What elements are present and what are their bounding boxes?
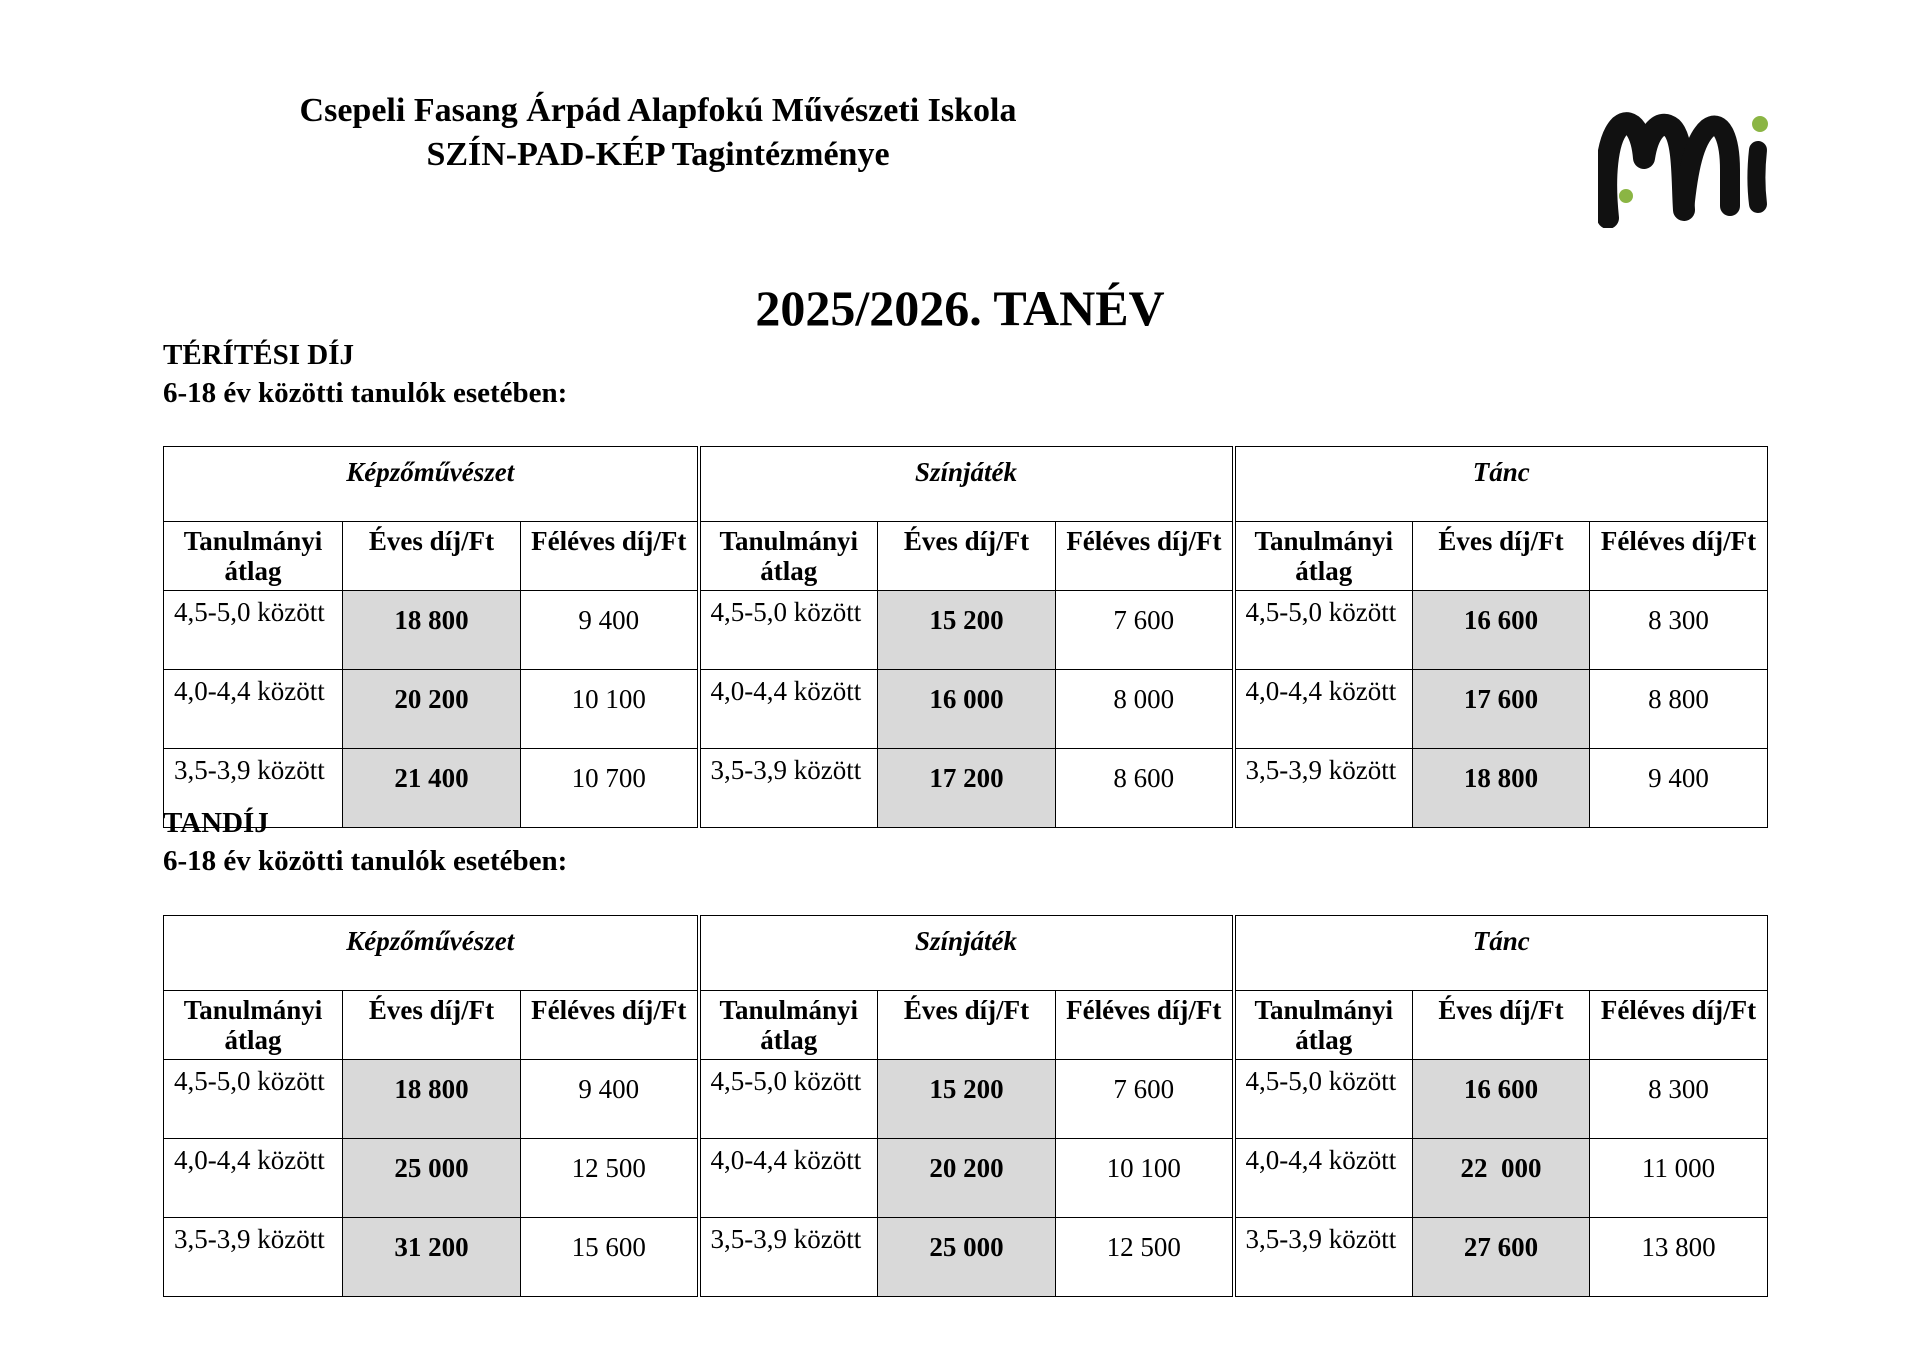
annual-fee-cell: 15 200 bbox=[878, 1060, 1056, 1139]
section-subheading-teritesi: 6-18 év közötti tanulók esetében: bbox=[163, 377, 568, 409]
table-row bbox=[164, 670, 1768, 749]
avg-range-cell: 3,5-3,9 között bbox=[1234, 1218, 1413, 1297]
avg-range-cell: 4,0-4,4 között bbox=[699, 1139, 878, 1218]
avg-range-cell: 4,5-5,0 között bbox=[164, 1060, 343, 1139]
annual-fee-cell: 17 200 bbox=[878, 749, 1056, 828]
subject-szinjatek: Színjáték bbox=[699, 447, 1234, 522]
avg-range-cell: 4,5-5,0 között bbox=[699, 1060, 878, 1139]
avg-range-cell: 4,0-4,4 között bbox=[164, 1139, 343, 1218]
col-header-half: Féléves díj/Ft bbox=[1056, 522, 1234, 591]
avg-range-cell: 4,0-4,4 között bbox=[699, 670, 878, 749]
subject-kepzomuveszet: Képzőművészet bbox=[164, 916, 699, 991]
fee-table-teritesi bbox=[163, 446, 1768, 828]
annual-fee-cell: 22 000 bbox=[1413, 1139, 1590, 1218]
col-header-half: Féléves díj/Ft bbox=[521, 522, 699, 591]
annual-fee-cell: 16 000 bbox=[878, 670, 1056, 749]
avg-range-cell: 4,0-4,4 között bbox=[1234, 670, 1413, 749]
avg-range-cell: 3,5-3,9 között bbox=[699, 1218, 878, 1297]
avg-range-cell: 4,0-4,4 között bbox=[1234, 1139, 1413, 1218]
avg-range-cell: 3,5-3,9 között bbox=[164, 1218, 343, 1297]
annual-fee-cell: 20 200 bbox=[343, 670, 521, 749]
half-fee-cell: 12 500 bbox=[1056, 1218, 1234, 1297]
subject-tanc: Tánc bbox=[1234, 916, 1768, 991]
subject-header-row bbox=[164, 447, 1768, 522]
half-fee-cell: 13 800 bbox=[1590, 1218, 1768, 1297]
annual-fee-cell: 15 200 bbox=[878, 591, 1056, 670]
half-fee-cell: 10 100 bbox=[1056, 1139, 1234, 1218]
annual-fee-cell: 31 200 bbox=[343, 1218, 521, 1297]
avg-range-cell: 3,5-3,9 között bbox=[164, 749, 343, 828]
ami-logo-icon bbox=[1598, 110, 1770, 228]
col-header-annual: Éves díj/Ft bbox=[1413, 991, 1590, 1060]
section-subheading-tandij: 6-18 év közötti tanulók esetében: bbox=[163, 845, 568, 877]
half-fee-cell: 11 000 bbox=[1590, 1139, 1768, 1218]
col-header-half: Féléves díj/Ft bbox=[1056, 991, 1234, 1060]
half-fee-cell: 9 400 bbox=[521, 591, 699, 670]
half-fee-cell: 12 500 bbox=[521, 1139, 699, 1218]
school-branch: SZÍN-PAD-KÉP Tagintézménye bbox=[426, 136, 890, 173]
col-header-annual: Éves díj/Ft bbox=[343, 522, 521, 591]
half-fee-cell: 10 100 bbox=[521, 670, 699, 749]
col-header-annual: Éves díj/Ft bbox=[343, 991, 521, 1060]
half-fee-cell: 10 700 bbox=[521, 749, 699, 828]
col-header-avg: Tanulmányi átlag bbox=[164, 991, 343, 1060]
half-fee-cell: 9 400 bbox=[521, 1060, 699, 1139]
page-title: 2025/2026. TANÉV bbox=[755, 280, 1165, 336]
avg-range-cell: 4,5-5,0 között bbox=[1234, 1060, 1413, 1139]
col-header-avg: Tanulmányi átlag bbox=[699, 522, 878, 591]
col-header-avg: Tanulmányi átlag bbox=[1234, 991, 1413, 1060]
annual-fee-cell: 25 000 bbox=[878, 1218, 1056, 1297]
annual-fee-cell: 16 600 bbox=[1413, 1060, 1590, 1139]
table-row bbox=[164, 591, 1768, 670]
subject-tanc: Tánc bbox=[1234, 447, 1768, 522]
avg-range-cell: 4,5-5,0 között bbox=[1234, 591, 1413, 670]
subject-szinjatek: Színjáték bbox=[699, 916, 1234, 991]
avg-range-cell: 4,0-4,4 között bbox=[164, 670, 343, 749]
avg-range-cell: 3,5-3,9 között bbox=[699, 749, 878, 828]
annual-fee-cell: 17 600 bbox=[1413, 670, 1590, 749]
table-row bbox=[164, 1060, 1768, 1139]
annual-fee-cell: 25 000 bbox=[343, 1139, 521, 1218]
col-header-avg: Tanulmányi átlag bbox=[1234, 522, 1413, 591]
column-header-row bbox=[164, 991, 1768, 1060]
section-heading-teritesi: TÉRÍTÉSI DÍJ bbox=[163, 339, 354, 371]
half-fee-cell: 8 000 bbox=[1056, 670, 1234, 749]
annual-fee-cell: 16 600 bbox=[1413, 591, 1590, 670]
col-header-avg: Tanulmányi átlag bbox=[164, 522, 343, 591]
half-fee-cell: 15 600 bbox=[521, 1218, 699, 1297]
table-row bbox=[164, 1218, 1768, 1297]
annual-fee-cell: 18 800 bbox=[343, 591, 521, 670]
half-fee-cell: 8 300 bbox=[1590, 1060, 1768, 1139]
table-row bbox=[164, 749, 1768, 828]
half-fee-cell: 8 800 bbox=[1590, 670, 1768, 749]
half-fee-cell: 7 600 bbox=[1056, 1060, 1234, 1139]
half-fee-cell: 7 600 bbox=[1056, 591, 1234, 670]
col-header-annual: Éves díj/Ft bbox=[878, 522, 1056, 591]
col-header-avg: Tanulmányi átlag bbox=[699, 991, 878, 1060]
avg-range-cell: 4,5-5,0 között bbox=[699, 591, 878, 670]
annual-fee-cell: 27 600 bbox=[1413, 1218, 1590, 1297]
col-header-annual: Éves díj/Ft bbox=[878, 991, 1056, 1060]
subject-kepzomuveszet: Képzőművészet bbox=[164, 447, 699, 522]
col-header-annual: Éves díj/Ft bbox=[1413, 522, 1590, 591]
school-header bbox=[268, 89, 1048, 177]
annual-fee-cell: 20 200 bbox=[878, 1139, 1056, 1218]
subject-header-row bbox=[164, 916, 1768, 991]
section-heading-tandij: TANDÍJ bbox=[163, 807, 269, 839]
half-fee-cell: 8 600 bbox=[1056, 749, 1234, 828]
half-fee-cell: 9 400 bbox=[1590, 749, 1768, 828]
avg-range-cell: 3,5-3,9 között bbox=[1234, 749, 1413, 828]
avg-range-cell: 4,5-5,0 között bbox=[164, 591, 343, 670]
column-header-row bbox=[164, 522, 1768, 591]
table-row bbox=[164, 1139, 1768, 1218]
annual-fee-cell: 21 400 bbox=[343, 749, 521, 828]
half-fee-cell: 8 300 bbox=[1590, 591, 1768, 670]
col-header-half: Féléves díj/Ft bbox=[1590, 522, 1768, 591]
annual-fee-cell: 18 800 bbox=[343, 1060, 521, 1139]
col-header-half: Féléves díj/Ft bbox=[521, 991, 699, 1060]
fee-table-tandij bbox=[163, 915, 1768, 1297]
school-name: Csepeli Fasang Árpád Alapfokú Művészeti Iskola bbox=[299, 92, 1017, 129]
col-header-half: Féléves díj/Ft bbox=[1590, 991, 1768, 1060]
annual-fee-cell: 18 800 bbox=[1413, 749, 1590, 828]
